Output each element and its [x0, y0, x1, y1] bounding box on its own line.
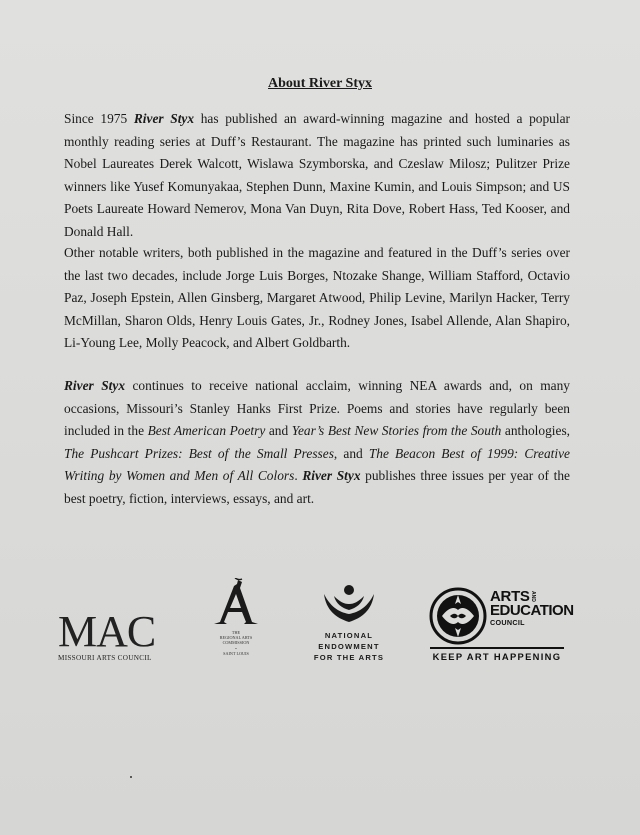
nea-line: NATIONAL — [324, 631, 374, 640]
text-run: , and — [333, 445, 369, 461]
paragraph-notable-writers — [64, 242, 570, 355]
regional-arts-commission-logo — [208, 578, 264, 666]
nea-line: FOR THE ARTS — [313, 652, 385, 662]
text-run: has published an award-winning magazine and hosted a popular monthly reading series at Duff’s Restaurant. The magazine has printed such luminaries as Nobel Laureates Derek Walcott, Wislawa Szymborska, and Czeslaw Milosz; Pulitzer Prize winners like Yusef Komunyakaa, Stephen Dunn, Maxine Kumin, and Louis Simpson; and US Poets Laureate Howard Nemerov, Mona Van Duyn, Rita Dove, Robert Hass, Ted Kooser, and Donald Hall. — [64, 111, 570, 239]
text-run: Other notable writers, both published in the magazine and featured in the Duff’s series over the last two decades, include Jorge Luis Borges, Ntozake Shange, William Stafford, Octavio Paz, Joseph Epstein, Allen Ginsberg, Margaret Atwood, Philip Levine, Marilyn Hacker, Terry McMillan, Sharon Olds, Henry Louis Gates, Jr., Rodney Jones, Isabel Allende, Alan Shapiro, Li-Young Lee, Molly Peacock, and Albert Goldbarth. — [64, 245, 570, 351]
text-run: publishes three issues per year of the best poetry, fiction, interviews, essays, and art. — [64, 468, 570, 506]
text-run: anthologies, — [501, 423, 571, 439]
anthology-title: The Beacon Best of 1999: Creative Writing by Women and Men of All Colors — [64, 445, 570, 484]
aec-council-word: COUNCIL — [490, 618, 525, 627]
rac-line: THE — [231, 630, 241, 635]
national-endowment-for-the-arts-logo — [312, 584, 386, 668]
paper-speck — [130, 776, 132, 778]
magazine-name: River Styx — [302, 468, 361, 484]
mac-subtitle: MISSOURI ARTS COUNCIL — [58, 654, 152, 662]
arts-and-education-council-logo — [428, 586, 574, 668]
rac-bullet: • — [235, 645, 237, 651]
paragraph-acclaim — [64, 375, 570, 511]
paragraph-history — [64, 108, 570, 244]
rac-line: SAINT LOUIS — [223, 650, 249, 656]
nea-emblem-icon — [312, 584, 386, 628]
aec-divider — [430, 647, 564, 649]
rac-text — [208, 630, 264, 656]
nea-line: ENDOWMENT — [318, 641, 380, 651]
text-run: continues to receive national acclaim, winning NEA awards and, on many occasions, Missouri’s Stanley Hanks First Prize. Poems and stories have regularly been included in the — [64, 378, 571, 439]
text-run: . — [294, 468, 303, 484]
magazine-name: River Styx — [64, 378, 126, 393]
anthology-title: Best American Poetry — [147, 423, 266, 439]
rac-line: COMMISSION — [222, 640, 250, 646]
aec-tagline: KEEP ART HAPPENING — [432, 651, 562, 662]
aec-arts-word: ARTS — [490, 588, 530, 605]
rac-a-icon — [208, 578, 264, 630]
anthology-title: Year’s Best New Stories from the South — [291, 423, 502, 439]
mac-letters: MAC — [58, 607, 156, 656]
magazine-name: River Styx — [133, 111, 195, 126]
aec-education-word: EDUCATION — [490, 602, 574, 619]
rac-line: REGIONAL ARTS — [219, 635, 253, 641]
page-title: About River Styx — [268, 76, 372, 91]
anthology-title: The Pushcart Prizes: Best of the Small Presses — [64, 445, 334, 461]
missouri-arts-council-logo — [58, 607, 162, 662]
aec-circle-emblem-icon — [428, 586, 488, 646]
aec-wordmark — [490, 588, 574, 627]
nea-text — [306, 631, 392, 663]
text-run: and — [265, 423, 292, 439]
text-run: Since 1975 — [64, 111, 134, 126]
aec-and-word: AND — [530, 591, 536, 602]
